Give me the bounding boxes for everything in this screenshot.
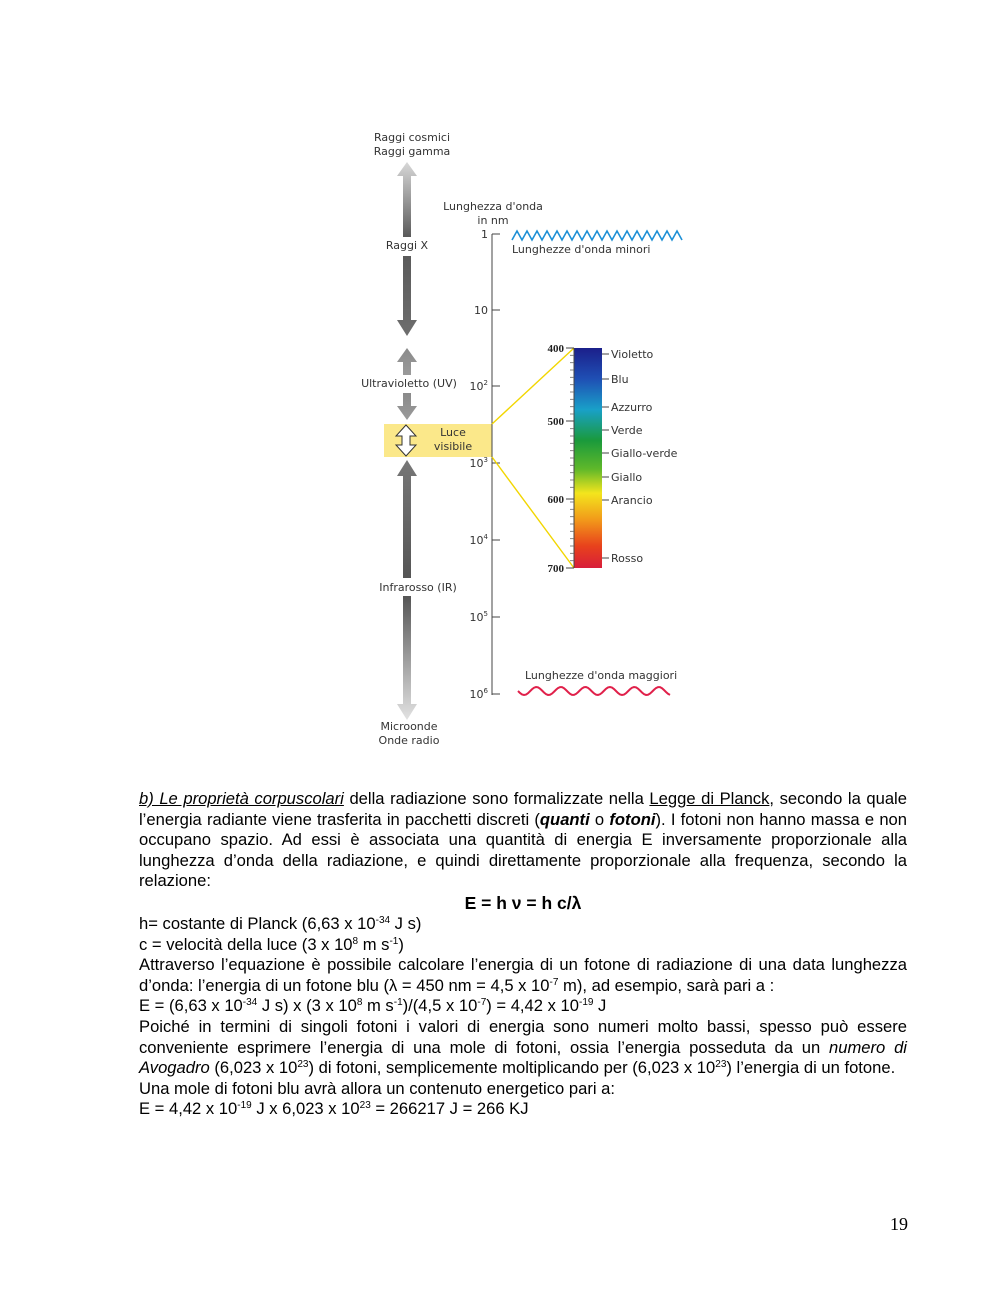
axis-tick-label: 1	[481, 228, 488, 241]
text-span: (6,023 x 10	[209, 1058, 298, 1078]
label-infrared: Infrarosso (IR)	[379, 581, 457, 594]
text-span: E = 4,42 x 10	[139, 1099, 238, 1119]
axis-tick-label: $10^4$	[469, 533, 488, 547]
exponent: -1	[389, 935, 399, 947]
text-span: ) l’energia di un fotone.	[726, 1058, 896, 1078]
emphasis-fotoni: fotoni	[609, 809, 656, 829]
exponent: -19	[237, 1100, 252, 1112]
axis-tick-label: 10	[474, 304, 488, 317]
spectrum-color-label: Arancio	[611, 494, 653, 507]
planck-formula: E = h ν = h c/λ	[464, 892, 582, 913]
definition-c	[139, 935, 907, 956]
label-ultraviolet: Ultravioletto (UV)	[361, 377, 457, 390]
text-span: c = velocità della luce (3 x 10	[139, 934, 353, 954]
text-span: Attraverso l’equazione è possibile calcolare l’energia di un fotone di radiazione di una data lunghezza d’onda: l’energia di un fotone blu (λ = 450 nm = 4,5 x 10	[139, 955, 907, 995]
link-legge-di-planck: Legge di Planck	[649, 789, 770, 808]
text-span: o	[589, 809, 610, 829]
exponent: -7	[549, 976, 559, 988]
exponent: 23	[359, 1100, 371, 1112]
axis-tick-label: $10^6$	[469, 687, 488, 701]
text-span: J s) x (3 x 10	[257, 996, 357, 1016]
spectrum-color-label: Blu	[611, 373, 629, 386]
arrow-down-uv	[397, 393, 417, 420]
spectrum-color-label: Violetto	[611, 348, 654, 361]
label-microwaves: Microonde	[380, 720, 438, 733]
label-gamma-rays: Raggi gamma	[373, 145, 451, 158]
paragraph-blue-photon	[139, 955, 907, 996]
paragraph-mole-energy: Una mole di fotoni blu avrà allora un contenuto energetico pari a:	[139, 1078, 615, 1098]
axis-ticks	[470, 228, 500, 701]
connector-bottom	[492, 457, 574, 568]
spectrum-scale-label: 500	[547, 416, 564, 428]
emphasis-quanti: quanti	[539, 809, 590, 829]
exponent: 23	[715, 1059, 727, 1071]
paragraph-avogadro	[139, 1017, 907, 1079]
text-span: )/(4,5 x 10	[402, 996, 478, 1016]
text-span: J x 6,023 x 10	[251, 1099, 360, 1119]
axis-title-1: Lunghezza d'onda	[443, 200, 543, 213]
label-visible-light-2: visibile	[433, 440, 473, 453]
text-span: m s	[358, 934, 390, 954]
arrow-down-xray	[397, 256, 417, 336]
axis-tick-label: $10^2$	[469, 379, 488, 393]
spectrum-color-label: Azzurro	[611, 401, 653, 414]
text-span: )	[398, 934, 404, 954]
equation-photon-energy	[139, 996, 907, 1017]
spectrum-color-label: Giallo	[611, 471, 643, 484]
spectrum-color-labels	[602, 348, 678, 565]
spectrum-scale-label: 700	[547, 563, 564, 575]
label-short-wavelengths: Lunghezze d'onda minori	[512, 243, 651, 256]
equation-mole-energy	[139, 1099, 907, 1120]
paragraph-planck-law	[139, 789, 907, 892]
text-span: Poiché in termini di singoli fotoni i valori di energia sono numeri molto bassi, spesso può essere conveniente esprimere l’energia di una mole di fotoni, ossia l’energia posseduta da un	[139, 1016, 907, 1057]
axis-tick-label: $10^3$	[469, 456, 488, 470]
text-span: E = (6,63 x 10	[139, 996, 243, 1016]
label-radio-waves: Onde radio	[378, 734, 440, 747]
spectrum-color-label: Giallo-verde	[611, 447, 678, 460]
spectrum-color-label: Verde	[611, 424, 643, 437]
exponent: -19	[578, 997, 594, 1009]
text-span: , secondo la quale l’energia radiante viene trasferita in pacchetti discreti (	[139, 789, 907, 829]
text-span: m), ad esempio, sarà pari a :	[558, 975, 775, 995]
electromagnetic-spectrum-figure	[340, 120, 700, 760]
exponent: -34	[375, 914, 391, 926]
body-text	[139, 789, 907, 1120]
label-visible-light-1: Luce	[440, 426, 466, 439]
label-cosmic-rays: Raggi cosmici	[373, 131, 451, 144]
text-span: J s)	[390, 913, 422, 933]
spectrum-scale-label: 400	[547, 343, 564, 355]
label-long-wavelengths: Lunghezze d'onda maggiori	[525, 669, 678, 682]
spectrum-color-label: Rosso	[611, 552, 644, 565]
arrow-up-uv	[397, 348, 417, 375]
text-span: ). I fotoni non hanno massa e non occupano spazio. Ad essi è associata una quantità di energia E inversamente proporzionale alla lunghezza d’onda della radiazione, e quindi direttamente proporzionale alla frequenza, secondo la relazione:	[139, 809, 908, 891]
emphasis-corpuscular: b) Le proprietà corpuscolari	[139, 789, 344, 808]
axis-tick-label: $10^5$	[469, 610, 488, 624]
exponent: 8	[356, 997, 363, 1009]
text-span: h= costante di Planck (6,63 x 10	[139, 913, 376, 933]
emphasis-avogadro: numero di Avogadro	[139, 1037, 907, 1078]
axis-title-2: in nm	[477, 214, 509, 227]
text-span: = 266217 J = 266 KJ	[370, 1099, 529, 1119]
exponent: -7	[477, 997, 487, 1009]
text-span: ) = 4,42 x 10	[486, 996, 579, 1016]
text-span: J	[593, 996, 607, 1016]
connector-top	[492, 348, 574, 424]
spectrum-diagram	[340, 120, 700, 760]
text-span: della radiazione sono formalizzate nella	[343, 789, 650, 808]
spectrum-scale	[548, 343, 575, 575]
long-wave-icon	[518, 687, 670, 695]
exponent: -1	[393, 997, 403, 1009]
visible-spectrum-bar	[574, 348, 602, 568]
definition-h	[139, 914, 907, 935]
short-wave-icon	[512, 231, 682, 240]
arrow-down-microwave	[397, 596, 417, 720]
exponent: 8	[352, 935, 359, 947]
label-xray: Raggi X	[385, 239, 429, 252]
spectrum-scale-label: 600	[547, 494, 564, 506]
text-span: m s	[362, 996, 394, 1016]
arrow-up-gamma	[397, 162, 417, 237]
exponent: 23	[297, 1059, 309, 1071]
text-span: ) di fotoni, semplicemente moltiplicando per (6,023 x 10	[308, 1058, 716, 1078]
arrow-up-infrared	[397, 460, 417, 578]
page-number: 19	[890, 1214, 908, 1234]
exponent: -34	[242, 997, 258, 1009]
